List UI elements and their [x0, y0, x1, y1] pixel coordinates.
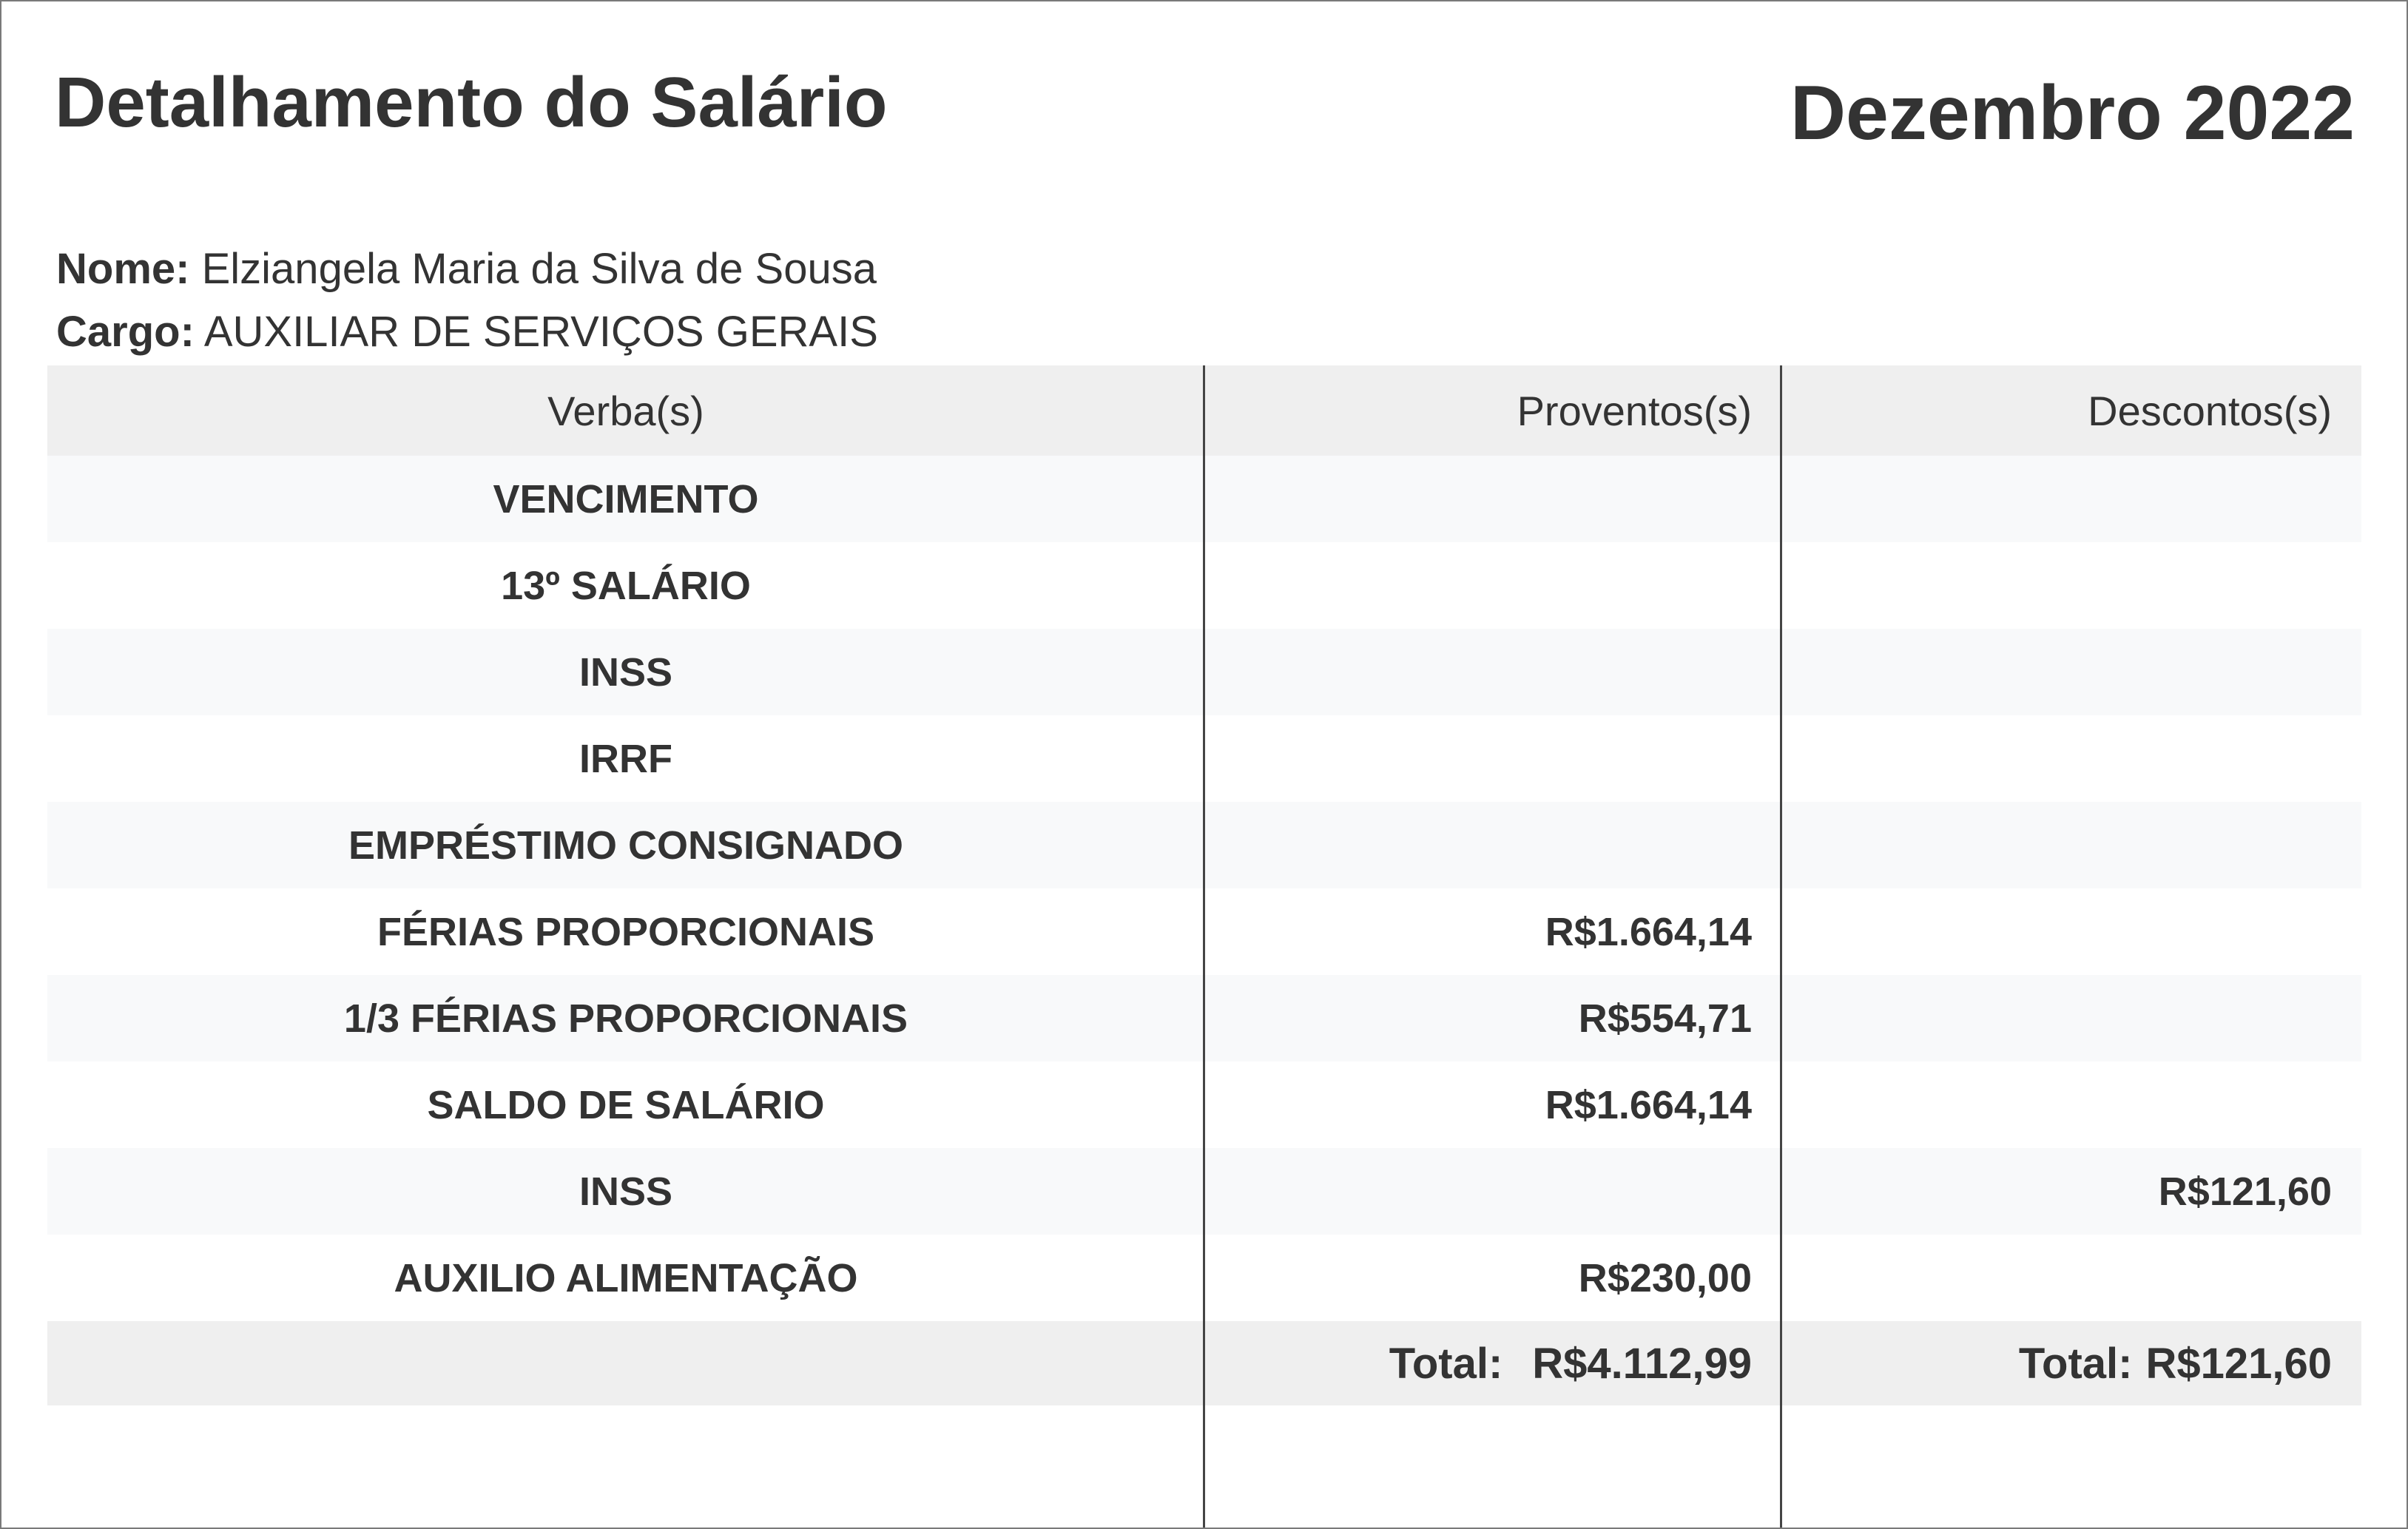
verba-cell: VENCIMENTO [493, 476, 759, 522]
total-proventos-cell [1204, 1321, 1781, 1405]
total-descontos-value: R$121,60 [2145, 1339, 2332, 1388]
employee-role: AUXILIAR DE SERVIÇOS GERAIS [203, 308, 878, 356]
descontos-cell [1781, 456, 2361, 542]
proventos-cell [1204, 802, 1781, 888]
employee-name-line [56, 244, 877, 294]
employee-name-label: Nome: [56, 245, 190, 293]
verba-cell: 1/3 FÉRIAS PROPORCIONAIS [343, 996, 908, 1041]
employee-name: Elziangela Maria da Silva de Sousa [201, 245, 877, 293]
verba-cell: IRRF [579, 736, 672, 781]
proventos-cell [1204, 629, 1781, 715]
total-empty-cell [47, 1321, 1204, 1405]
proventos-cell: R$1.664,14 [1545, 909, 1752, 954]
period-label: Dezembro 2022 [1790, 70, 2355, 156]
page-title: Detalhamento do Salário [55, 63, 888, 142]
verba-cell: INSS [579, 1169, 673, 1214]
proventos-cell: R$554,71 [1578, 996, 1752, 1041]
verba-cell: EMPRÉSTIMO CONSIGNADO [348, 823, 904, 868]
descontos-cell [1781, 715, 2361, 802]
proventos-cell [1204, 456, 1781, 542]
descontos-cell [1781, 1061, 2361, 1148]
employee-role-label: Cargo: [56, 308, 195, 356]
employee-role-line [56, 307, 878, 357]
proventos-cell: R$230,00 [1578, 1255, 1752, 1300]
verba-cell: INSS [579, 649, 673, 695]
verba-cell: SALDO DE SALÁRIO [427, 1082, 825, 1127]
column-divider [1203, 365, 1205, 1529]
descontos-cell [1781, 1235, 2361, 1321]
total-descontos-label: Total: [2018, 1339, 2133, 1388]
column-divider [1780, 365, 1782, 1529]
verba-cell: 13º SALÁRIO [501, 563, 751, 608]
descontos-cell: R$121,60 [2158, 1169, 2332, 1214]
total-descontos-cell [1781, 1321, 2361, 1405]
column-header-descontos: Descontos(s) [2088, 387, 2332, 434]
total-proventos-value: R$4.112,99 [1532, 1339, 1752, 1388]
descontos-cell [1781, 802, 2361, 888]
total-proventos-label: Total: [1389, 1339, 1503, 1388]
proventos-cell [1204, 542, 1781, 629]
column-header-verba: Verba(s) [547, 387, 704, 434]
proventos-cell [1204, 1148, 1781, 1235]
descontos-cell [1781, 888, 2361, 975]
column-header-proventos: Proventos(s) [1517, 387, 1752, 434]
verba-cell: FÉRIAS PROPORCIONAIS [377, 909, 875, 954]
descontos-cell [1781, 629, 2361, 715]
proventos-cell: R$1.664,14 [1545, 1082, 1752, 1127]
descontos-cell [1781, 542, 2361, 629]
proventos-cell [1204, 715, 1781, 802]
descontos-cell [1781, 975, 2361, 1061]
verba-cell: AUXILIO ALIMENTAÇÃO [394, 1255, 858, 1300]
